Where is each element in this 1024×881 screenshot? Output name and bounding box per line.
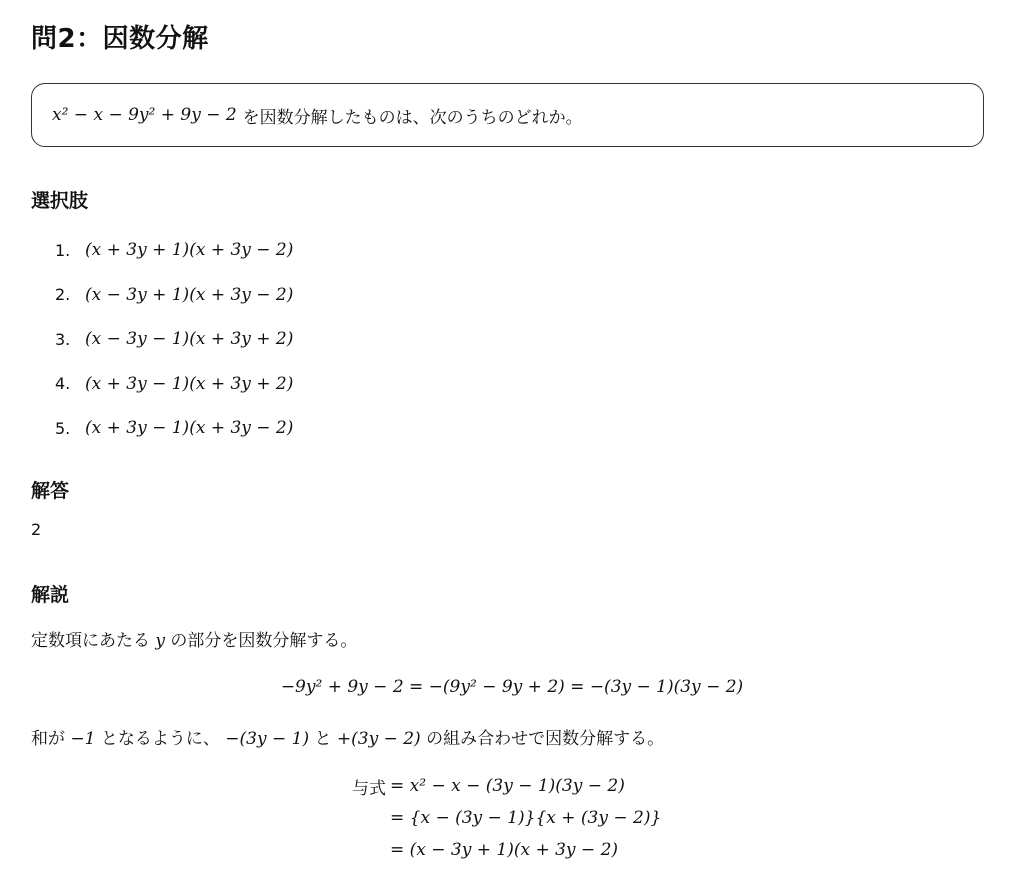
derivation-row <box>330 834 661 866</box>
derivation-rhs: = (x − 3y + 1)(x + 3y − 2) <box>390 840 619 860</box>
answer-heading: 解答 <box>31 480 70 502</box>
inline-math: +(3y − 2) <box>336 729 421 749</box>
choice-expression: (x − 3y − 1)(x + 3y + 2) <box>85 329 294 350</box>
explanation-line-1 <box>31 626 357 651</box>
derivation-rhs: = {x − (3y − 1)}{x + (3y − 2)} <box>390 808 662 828</box>
question-box <box>31 83 984 147</box>
choices-list <box>55 228 293 451</box>
derivation-row <box>330 770 661 802</box>
choice-number: 5. <box>55 418 71 438</box>
choice-item <box>55 317 293 362</box>
choice-expression: (x + 3y − 1)(x + 3y + 2) <box>85 373 294 394</box>
page-title: 問2：因数分解 <box>31 24 209 54</box>
derivation-rhs: = x² − x − (3y − 1)(3y − 2) <box>390 776 625 796</box>
answer-value: 2 <box>31 520 42 539</box>
question-expression: x² − x − 9y² + 9y − 2 <box>52 105 237 125</box>
explanation-text: 和が <box>31 729 65 749</box>
choice-item <box>55 273 293 318</box>
choice-number: 3. <box>55 329 71 349</box>
choice-number: 4. <box>55 374 71 394</box>
derivation-block <box>330 770 661 866</box>
choices-heading: 選択肢 <box>31 190 89 212</box>
choice-expression: (x + 3y − 1)(x + 3y − 2) <box>85 418 294 439</box>
derivation-row <box>330 802 661 834</box>
choice-number: 1. <box>55 240 71 260</box>
inline-math: −(3y − 1) <box>225 729 310 749</box>
equation-constant-term: −9y² + 9y − 2 = −(9y² − 9y + 2) = −(3y − 1)(3y − 2) <box>280 677 744 697</box>
choice-expression: (x − 3y + 1)(x + 3y − 2) <box>85 284 294 305</box>
explanation-line-2 <box>31 724 664 749</box>
explanation-text: と <box>314 729 332 749</box>
choice-item <box>55 362 293 407</box>
question-text: を因数分解したものは、次のうちのどれか。 <box>242 107 583 128</box>
choice-item <box>55 406 293 451</box>
choice-number: 2. <box>55 285 71 305</box>
inline-math: −1 <box>70 729 96 749</box>
explanation-heading: 解説 <box>31 584 70 606</box>
choice-item <box>55 228 293 273</box>
choice-expression: (x + 3y + 1)(x + 3y − 2) <box>85 240 294 261</box>
derivation-lhs: 与式 <box>352 778 386 799</box>
explanation-text: 定数項にあたる <box>31 631 150 651</box>
explanation-text: の組み合わせで因数分解する。 <box>426 729 665 749</box>
variable-y: y <box>155 631 166 651</box>
explanation-text: の部分を因数分解する。 <box>170 631 358 651</box>
explanation-text: となるように、 <box>100 729 220 749</box>
